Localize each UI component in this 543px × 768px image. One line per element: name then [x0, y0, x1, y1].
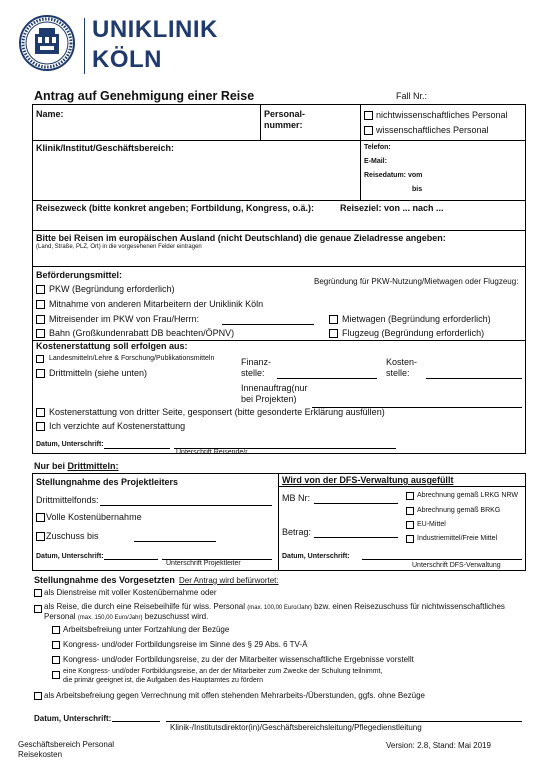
allowance-text-e: (max. 150,00 Euro/Jahr)	[77, 615, 143, 621]
option-scientific-label: wissenschaftliches Personal	[376, 125, 489, 135]
checkbox-brkg[interactable]	[406, 507, 414, 515]
supervisor-title: Stellungnahme des Vorgesetzten	[34, 575, 175, 585]
checkbox-nonscientific[interactable]	[364, 111, 373, 120]
congress-29-label: Kongress- und/oder Fortbildungsreise im Sinne des § 29 Abs. 6 TV-Ä	[63, 640, 308, 649]
allowance-text-c: bzw. einen Reisezuschuss für nichtwissenschaftliches	[314, 602, 505, 611]
phone-label: Telefon:	[364, 144, 391, 151]
supervisor-date-label: Datum, Unterschrift:	[34, 714, 112, 723]
allowance-text-f: bezuschusst wird.	[144, 612, 209, 621]
transport-justification-label: Begründung für PKW-Nutzung/Mietwagen oder Flugzeug:	[314, 277, 519, 286]
travel-allowance-line2	[44, 612, 208, 621]
travel-allowance-line1	[44, 602, 505, 611]
allowance-text-a: als Reise, die durch eine Reisebeihilfe für wiss. Personal	[44, 602, 245, 611]
case-number-label: Fall Nr.:	[396, 91, 428, 101]
checkbox-industry[interactable]	[406, 535, 414, 543]
full-coverage-label: Volle Kostenübernahme	[46, 512, 142, 522]
travel-date-from-label: Reisedatum: vom	[364, 172, 423, 179]
project-lead-date-label: Datum, Unterschrift:	[36, 553, 104, 560]
supervisor-subtitle: Der Antrag wird befürwortet:	[179, 576, 279, 585]
logo-divider	[84, 18, 85, 74]
congress-present-label: Kongress- und/oder Fortbildungsreise, zu der der Mitarbeiter wissenschaftliche Ergebnisse vorstellt	[63, 655, 414, 664]
checkbox-lrkg[interactable]	[406, 492, 414, 500]
fund-label: Drittmittelfonds:	[36, 495, 99, 505]
business-trip-label: als Dienstreise mit voller Kostenübernahme oder	[44, 588, 217, 597]
checkbox-congress-training[interactable]	[52, 671, 60, 679]
checkbox-eu[interactable]	[406, 521, 414, 529]
checkbox-congress-29[interactable]	[52, 641, 60, 649]
dfs-title: Wird von der DFS-Verwaltung ausgefüllt	[282, 475, 454, 485]
personal-number-label: Personal- nummer:	[264, 109, 306, 130]
congress-training-line2: die primär geeignet ist, die Aufgaben des Hauptamtes zu fördern	[63, 677, 264, 684]
sponsored-label: Kostenerstattung von dritter Seite, gesponsert (bitte gesonderte Erklärung ausfüllen)	[49, 407, 385, 417]
cost-center-label: Kosten- stelle:	[386, 357, 418, 378]
waive-label: Ich verzichte auf Kostenerstattung	[49, 421, 186, 431]
dfs-date-label: Datum, Unterschrift:	[282, 553, 350, 560]
checkbox-business-trip[interactable]	[34, 589, 42, 597]
third-party-funds-label: Drittmitteln (siehe unten)	[49, 368, 148, 378]
project-lead-signature-label: Unterschrift Projektleiter	[166, 560, 241, 567]
internal-order-label: Innenauftrag(nur bei Projekten)	[241, 383, 308, 404]
checkbox-rental[interactable]	[329, 315, 338, 324]
transport-title: Beförderungsmittel:	[36, 270, 123, 280]
logo-text-line2: KÖLN	[92, 46, 162, 73]
footer-dept: Geschäftsbereich Personal	[18, 740, 115, 749]
dfs-option-industry: Industriemittel/Freie Mittel	[417, 535, 498, 542]
traveler-signature-label: Unterschrift Reisende/r	[176, 449, 248, 456]
checkbox-plane[interactable]	[329, 329, 338, 338]
page-title: Antrag auf Genehmigung einer Reise	[34, 89, 255, 103]
checkbox-car[interactable]	[36, 285, 45, 294]
checkbox-waive[interactable]	[36, 422, 45, 431]
checkbox-congress-present[interactable]	[52, 656, 60, 664]
reimbursement-title: Kostenerstattung soll erfolgen aus:	[36, 341, 188, 351]
footer-subdept: Reisekosten	[18, 750, 63, 759]
checkbox-full-coverage[interactable]	[36, 513, 45, 522]
amount-label: Betrag:	[282, 527, 312, 537]
transport-carpool-label: Mitnahme von anderen Mitarbeitern der Uniklinik Köln	[49, 299, 264, 309]
third-party-section-title	[34, 461, 119, 471]
finance-unit-label: Finanz- stelle:	[241, 357, 272, 378]
checkbox-scientific[interactable]	[364, 126, 373, 135]
travel-destination-label: Reiseziel: von ... nach ...	[340, 203, 444, 213]
option-nonscientific-label: nichtwissenschaftliches Personal	[376, 110, 508, 120]
third-party-title-underlined: Drittmitteln:	[67, 461, 119, 471]
congress-training-line1: eine Kongress- und/oder Fortbildungsreise, an der der Mitarbeiter zum Zwecke der Schulung teilnimmt,	[63, 668, 383, 675]
mb-number-label: MB Nr:	[282, 493, 310, 503]
paid-leave-label: Arbeitsbefreiung unter Fortzahlung der Bezüge	[63, 625, 230, 634]
transport-passenger-label: Mitreisender im PKW von Frau/Herrn:	[49, 314, 200, 324]
name-label: Name:	[36, 109, 64, 119]
checkbox-passenger[interactable]	[36, 315, 45, 324]
checkbox-paid-leave[interactable]	[52, 626, 60, 634]
checkbox-train[interactable]	[36, 329, 45, 338]
project-lead-title: Stellungnahme des Projektleiters	[36, 477, 179, 487]
third-party-frame	[32, 473, 526, 571]
clinic-label: Klinik/Institut/Geschäftsbereich:	[36, 143, 175, 153]
checkbox-subsidy[interactable]	[36, 532, 45, 541]
checkbox-sponsored[interactable]	[36, 408, 45, 417]
checkbox-third-party-funds[interactable]	[36, 369, 45, 378]
subsidy-label: Zuschuss bis	[46, 531, 99, 541]
dfs-option-eu: EU-Mittel	[417, 521, 446, 528]
travel-date-to-label: bis	[412, 186, 423, 193]
email-label: E-Mail:	[364, 158, 387, 165]
dfs-signature-label: Unterschrift DFS-Verwaltung	[412, 562, 501, 569]
transport-plane-label: Flugzeug (Begründung erforderlich)	[342, 328, 485, 338]
checkbox-state-funds[interactable]	[36, 355, 44, 363]
date-signature-label: Datum, Unterschrift:	[36, 441, 104, 448]
checkbox-overtime-offset[interactable]	[34, 692, 42, 700]
allowance-text-b: (max. 100,00 Euro/Jahr)	[247, 605, 312, 611]
supervisor-signature-label: Klinik-/Institutsdirektor(in)/Geschäftsbereichsleitung/Pflegedienstleitung	[170, 723, 422, 732]
checkbox-carpool[interactable]	[36, 300, 45, 309]
dfs-option-brkg: Abrechnung gemäß BRKG	[417, 507, 501, 514]
transport-rental-label: Mietwagen (Begründung erforderlich)	[342, 314, 491, 324]
abroad-address-hint: (Land, Straße, PLZ, Ort) in die vorgesehenen Felder eintragen	[36, 244, 202, 250]
transport-car-label: PKW (Begründung erforderlich)	[49, 284, 175, 294]
abroad-address-label: Bitte bei Reisen im europäischen Ausland (nicht Deutschland) die genaue Zieladresse angeben:	[36, 233, 446, 243]
logo-text-line1: UNIKLINIK	[92, 16, 218, 43]
allowance-text-d: Personal	[44, 612, 76, 621]
university-seal-logo	[18, 14, 76, 72]
overtime-offset-label: als Arbeitsbefreiung gegen Verrechnung mit offen stehenden Mehrarbeits-/Überstunden, ggfs. ohne Bezüge	[44, 691, 425, 700]
state-funds-label: Landesmitteln/Lehre & Forschung/Publikationsmitteln	[49, 355, 215, 362]
travel-purpose-label: Reisezweck (bitte konkret angeben; Fortbildung, Kongress, o.ä.):	[36, 203, 315, 213]
third-party-title-prefix: Nur bei	[34, 461, 68, 471]
checkbox-travel-allowance[interactable]	[34, 605, 42, 613]
footer-version: Version: 2.8, Stand: Mai 2019	[386, 741, 491, 750]
dfs-option-lrkg: Abrechnung gemäß LRKG NRW	[417, 492, 519, 499]
transport-train-label: Bahn (Großkundenrabatt DB beachten/ÖPNV)	[49, 328, 235, 338]
